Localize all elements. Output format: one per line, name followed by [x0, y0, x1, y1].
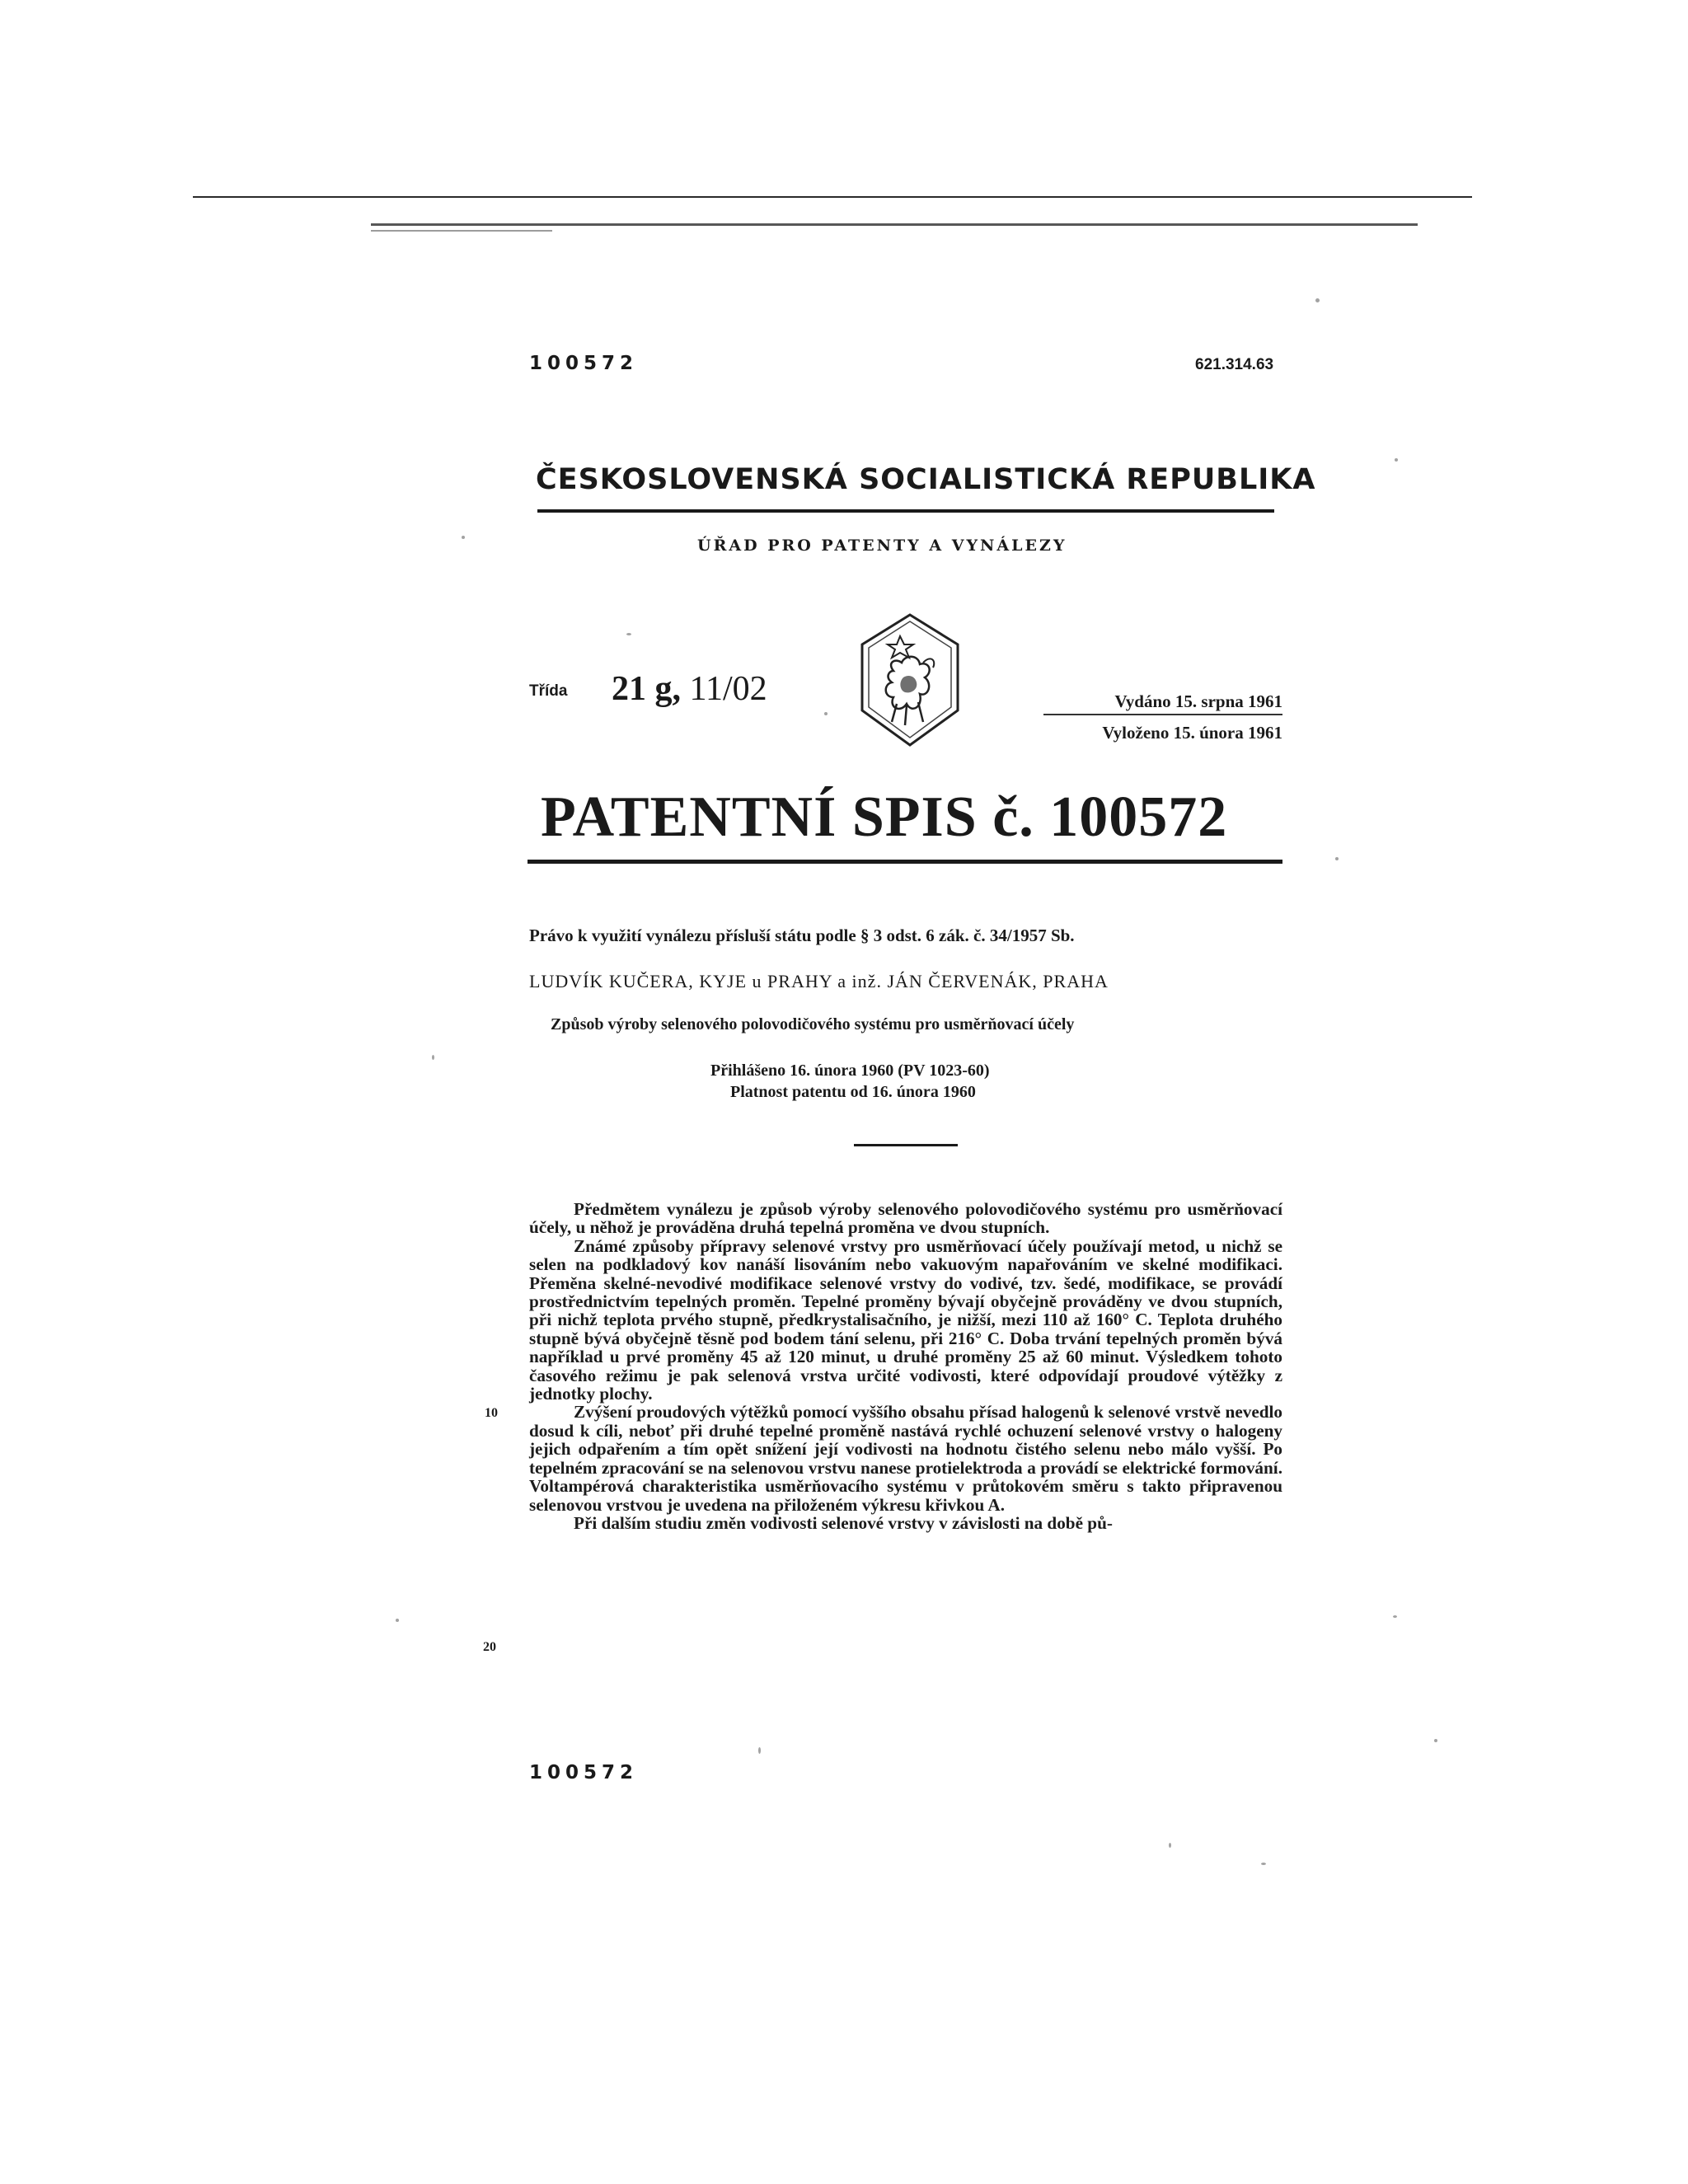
- body-paragraph: Zvýšení proudových výtěžků pomocí vyššího obsahu přísad halogenů k selenové vrstvě nevedlo dosud k cíli, neboť při druhé tepelné proměně nastává rychlé ochuzení selenové vrstvy o halogeny jejich odpařením a tím opět snížení její vodivosti na hodnotu čistého selenu nebo málo vyšší. Po tepelném zpracování se na selenovou vrstvu nanese protielektroda a provádí se elektrické formování. Voltampérová charakteristika usměrňovacího systému v průtokovém směru s takto připravenou selenovou vrstvou je uvedena na přiloženém výkresu křivkou A.: [529, 1402, 1282, 1515]
- line-number-20: 20: [483, 1640, 496, 1654]
- document-number-top: 100572: [529, 353, 639, 374]
- inventors: LUDVÍK KUČERA, KYJE u PRAHY a inž. JÁN ČERVENÁK, PRAHA: [529, 971, 1109, 991]
- class-sub: 11/02: [689, 670, 767, 708]
- rights-statement: Právo k využití vynálezu přísluší státu podle § 3 odst. 6 zák. č. 34/1957 Sb.: [529, 926, 1075, 945]
- class-value: [612, 669, 767, 709]
- scanned-header-rule: [371, 223, 1418, 226]
- dates-divider: [1043, 714, 1282, 715]
- title-rule: [528, 860, 1282, 864]
- state-emblem-icon: [854, 612, 966, 748]
- top-rule: [193, 196, 1472, 198]
- udc-code: 621.314.63: [1195, 356, 1274, 373]
- invention-title: Způsob výroby selenového polovodičového systému pro usměrňovací účely: [551, 1015, 1075, 1033]
- body-paragraph: Známé způsoby přípravy selenové vrstvy pro usměrňovací účely používají metod, u nichž se selen na podkladový kov nanáší lisováním nebo vakuovým napařováním ve skelné modifikaci. Přeměna skelné-nevodivé modifikace selenové vrstvy do vodivé, tzv. šedé, modifikace, se provádí prostřednictvím tepelných proměn. Tepelné proměny bývají obyčejně prováděny ve dvou stupních, při nichž teplota prvého stupně, předkrystalisačního, je nižší, mezi 110 až 160° C. Teplota druhého stupně bývá obyčejně těsně pod bodem tání selenu, při 216° C. Doba trvání tepelných proměn bývá například u prvé proměny 45 až 120 minut, u druhé proměny 25 až 60 minut. Výsledkem tohoto časového režimu je pak selenová vrstva určité vodivosti, které odpovídají proudové výtěžky z jednotky plochy.: [529, 1235, 1282, 1404]
- scanned-header-rule-fragment: [371, 230, 552, 232]
- patent-office-name: ÚŘAD PRO PATENTY A VYNÁLEZY: [697, 537, 1067, 555]
- country-heading: ČESKOSLOVENSKÁ SOCIALISTICKÁ REPUBLIKA: [536, 463, 1316, 496]
- line-number-10: 10: [485, 1406, 498, 1420]
- validity-date: Platnost patentu od 16. února 1960: [730, 1083, 976, 1101]
- document-number-bottom: 100572: [529, 1762, 639, 1783]
- filing-date: Přihlášeno 16. února 1960 (PV 1023-60): [710, 1062, 990, 1080]
- issued-date: Vydáno 15. srpna 1961: [1114, 691, 1282, 711]
- country-heading-rule: [537, 509, 1274, 513]
- patent-title: PATENTNÍ SPIS č. 100572: [541, 785, 1228, 849]
- class-main: 21 g,: [612, 670, 681, 708]
- body-paragraph: Předmětem vynálezu je způsob výroby selenového polovodičového systému pro usměrňovací účely, u něhož je prováděna druhá tepelná proměna ve dvou stupních.: [529, 1199, 1282, 1238]
- publication-dates: [1040, 686, 1282, 748]
- patent-body: [529, 1200, 1282, 1532]
- class-label: Třída: [529, 682, 568, 700]
- body-paragraph: Při dalším studiu změn vodivosti selenové vrstvy v závislosti na době pů-: [574, 1512, 1113, 1533]
- laid-open-date: Vyloženo 15. února 1961: [1102, 723, 1282, 743]
- section-divider: [854, 1144, 958, 1146]
